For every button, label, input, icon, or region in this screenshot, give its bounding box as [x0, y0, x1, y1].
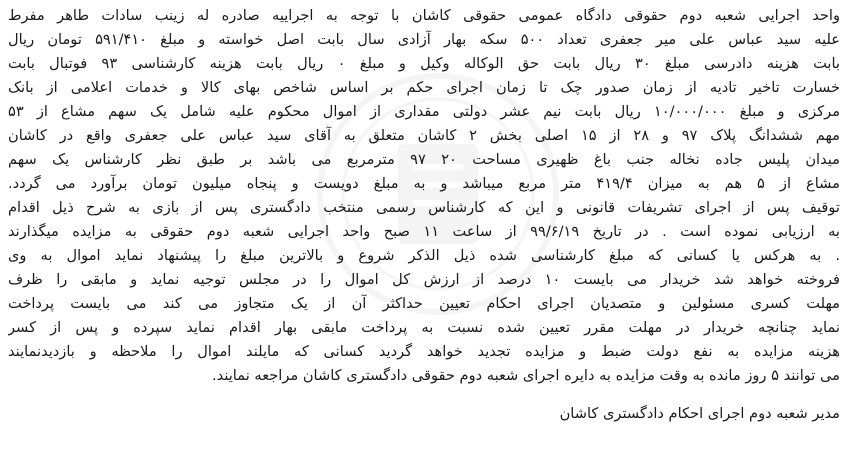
notice-line: واحد اجرایی شعبه دوم حقوقی دادگاه عمومی حقوقی کاشان با توجه به اجراییه صادره له زینب سادات طاهر مفرط	[8, 7, 840, 24]
notice-line: به ارزیابی نموده است . در تاریخ ۹۹/۶/۱۹ از ساعت ۱۱ صبح واحد اجرایی شعبه دوم حقوقی به مزایده میگذارند	[8, 223, 840, 240]
notice-line: بابت هزینه دادرسی مبلغ ۳۰ ریال بابت حق الوکاله وکیل و مبلغ ۰ ریال بابت هزینه کارشناسی ۹۳ فوتبال بابت	[8, 55, 840, 72]
notice-line: مهلت کسری مسئولین و متصدیان اجرای احکام تعیین حداکثر آن از یک متجاوز می کند می بایست پرداخت	[8, 295, 840, 312]
notice-line: مرکزی و مبلغ ۱۰/۰۰۰/۰۰۰ ریال بابت نیم عشر دولتی مقداری از اموال محکوم علیه شامل یک سهم مشاع از ۵۳	[8, 103, 840, 120]
notice-line: . به هرکس یا کسانی که مبلغ کارشناسی شده ذیل الذکر شروع و بالاترین مبلغ را پیشنهاد نماید اموال به وی	[8, 247, 840, 264]
notice-line: نماید چنانچه خریدار در مهلت مقرر تعیین شده نسبت به پرداخت مابقی بهار اقدام نماید سپرده و پس از کسر	[8, 319, 840, 336]
notice-line: هزینه مزایده به نفع دولت ضبط و مزایده تجدید خواهد گردید کسانی که مایلند اموال را ملاحظه و بازدیدنمایند	[8, 343, 840, 360]
notice-line: مهم ششدانگ پلاک ۹۷ و ۲۸ از ۱۵ اصلی بخش ۲ کاشان متعلق به آقای سید عباس علی جعفری واقع در کاشان	[8, 127, 840, 144]
notice-line: توقیف پس از اجرای تشریفات قانونی و این که کارشناس رسمی منتخب دادگستری پس از بازی به شرح ذیل اقدام	[8, 199, 840, 216]
signature-text: مدیر شعبه دوم اجرای احکام دادگستری کاشان	[559, 405, 840, 422]
notice-body	[8, 4, 840, 388]
auction-notice	[8, 4, 840, 388]
notice-line: می توانند ۵ روز مانده به وقت مزایده به دایره اجرای شعبه دوم حقوقی دادگستری کاشان مراجعه نمایند.	[212, 367, 840, 384]
signature-block	[560, 402, 840, 426]
notice-line: فروخته خواهد شد خریدار می بایست ۱۰ درصد از ارزش کل اموال را در مجلس توجیه نماید و مابقی را ظرف	[8, 271, 840, 288]
notice-line: علیه سید عباس علی میر جعفری تعداد ۵۰۰ سکه بهار آزادی سال بابت اصل خواسته و مبلغ ۵۹۱/۴۱۰ تومان ریال	[8, 31, 840, 48]
notice-line: میدان پلیس جاده نخاله جنب باغ ظهیری مساحت ۲۰ ۹۷ مترمربع می باشد بر طبق نظر کارشناس یک سهم	[8, 151, 840, 168]
notice-line: مشاع از ۵ هم به میزان ۴۱۹/۴ متر مربع میباشد و به مبلغ دویست و پنجاه میلیون تومان برآورد می گردد.	[8, 175, 840, 192]
notice-line: خسارت تاخیر تادیه از زمان صدور چک تا زمان اجرای حکم بر اساس شاخص بهای کالا و خدمات اعلامی از بانک	[8, 79, 840, 96]
